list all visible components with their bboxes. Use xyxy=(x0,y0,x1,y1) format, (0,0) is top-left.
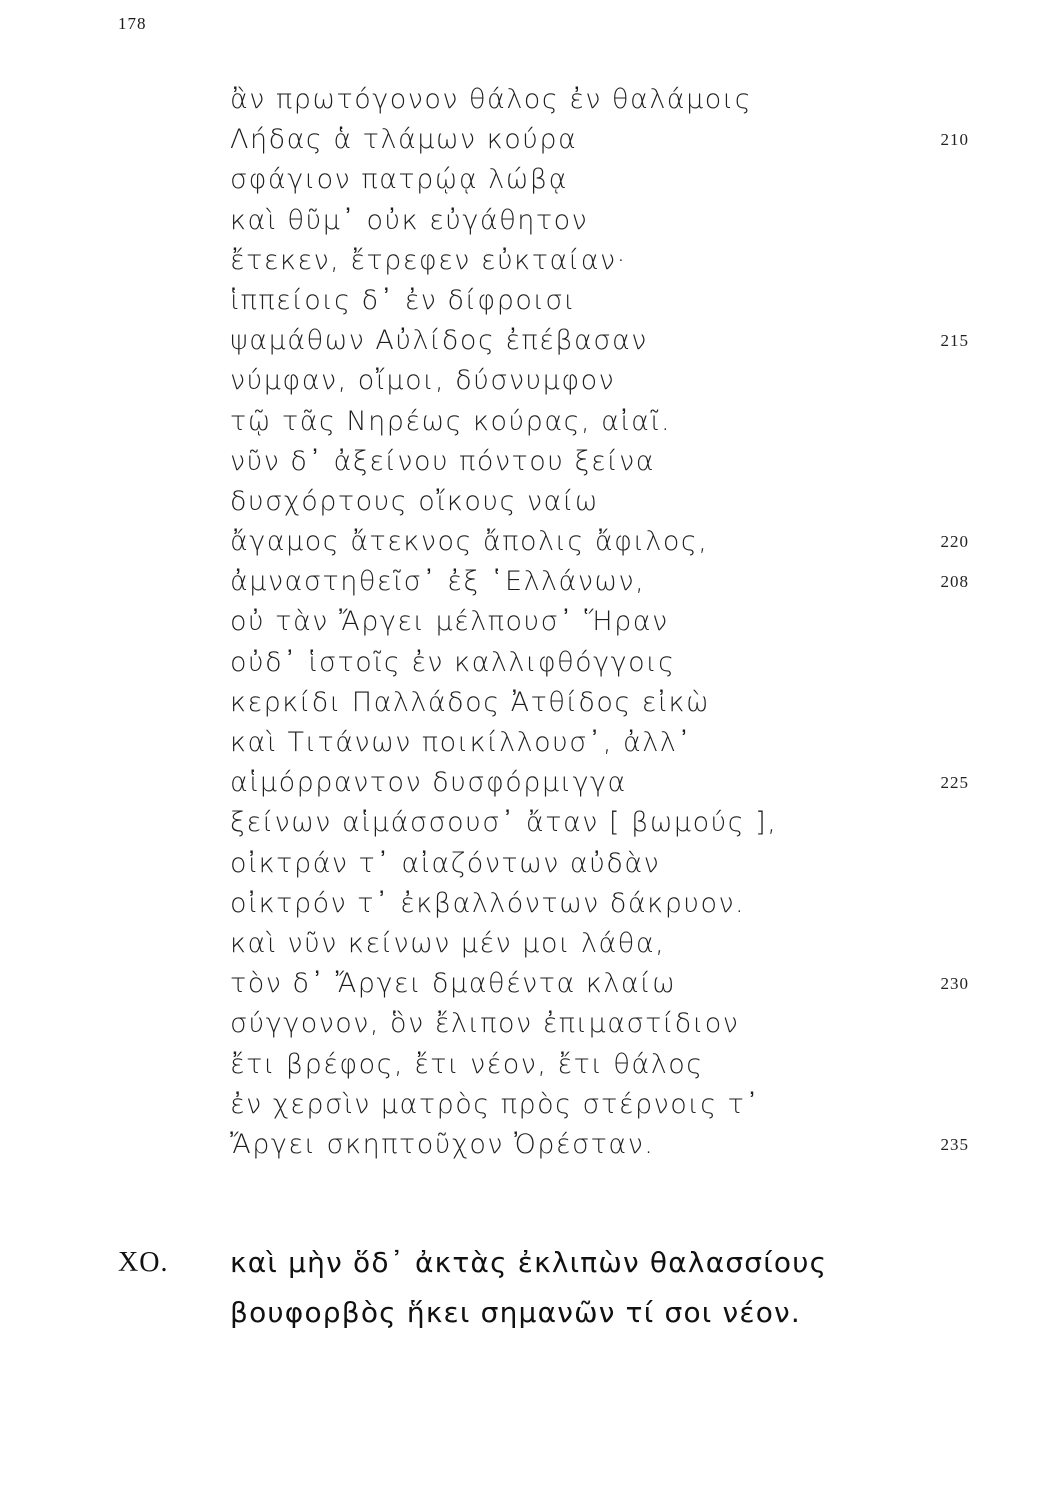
verse-line-text: ξείνων αἱμάσσουσ᾽ ἄταν [ βωμούς ], xyxy=(230,807,778,839)
verse-line-text: σφάγιον πατρῴᾳ λώβᾳ xyxy=(230,164,568,196)
line-number: 208 xyxy=(940,572,969,592)
verse-line xyxy=(0,120,1057,160)
verse-line xyxy=(0,241,1057,281)
verse-line-text: οἰκτρόν τ᾽ ἐκβαλλόντων δάκρυον. xyxy=(230,887,746,919)
verse-line-text: δυσχόρτους οἴκους ναίω xyxy=(230,485,599,517)
verse-line-text: καὶ νῦν κείνων μέν μοι λάθα, xyxy=(230,927,666,959)
verse-line-text: Ἄργει σκηπτοῦχον Ὀρέσταν. xyxy=(230,1128,655,1160)
verse-line xyxy=(0,1125,1057,1165)
verse-line-text: σύγγονον, ὃν ἔλιπον ἐπιμαστίδιον xyxy=(230,1008,740,1040)
line-number: 235 xyxy=(940,1134,969,1154)
verse-line-text: ἐν χερσὶν ματρὸς πρὸς στέρνοις τ᾽ xyxy=(230,1088,761,1120)
verse-line xyxy=(0,281,1057,321)
verse-line xyxy=(0,763,1057,803)
verse-line xyxy=(0,643,1057,683)
verse-line xyxy=(0,964,1057,1004)
chorus-line-text: καὶ μὴν ὅδ᾽ ἀκτὰς ἐκλιπὼν θαλασσίους xyxy=(230,1246,828,1279)
verse-line-text: κερκίδι Παλλάδος Ἀτθίδος εἰκὼ xyxy=(230,686,711,718)
chorus-line xyxy=(0,1288,1057,1338)
verse-line xyxy=(0,442,1057,482)
verse-line xyxy=(0,482,1057,522)
verse-line-text: καὶ Τιτάνων ποικίλλουσ᾽, ἀλλ᾽ xyxy=(230,727,693,758)
verse-line xyxy=(0,884,1057,924)
verse-line-text: οὐδ᾽ ἱστοῖς ἐν καλλιφθόγγοις xyxy=(230,646,676,678)
verse-line xyxy=(0,321,1057,361)
line-number: 210 xyxy=(940,130,969,150)
verse-line-text: ἱππείοις δ᾽ ἐν δίφροισι xyxy=(230,284,576,316)
verse-line-text: νύμφαν, οἴμοι, δύσνυμφον xyxy=(230,365,616,397)
verse-line xyxy=(0,522,1057,562)
verse-line-text: τῷ τᾶς Νηρέως κούρας, αἰαῖ. xyxy=(230,405,672,437)
verse-line-text: αἱμόρραντον δυσφόρμιγγα xyxy=(230,767,627,799)
verse-block xyxy=(0,80,1057,1165)
line-number: 230 xyxy=(940,974,969,994)
verse-line xyxy=(0,402,1057,442)
verse-line xyxy=(0,361,1057,401)
verse-line-text: ψαμάθων Αὐλίδος ἐπέβασαν xyxy=(230,325,648,357)
verse-line xyxy=(0,562,1057,602)
verse-line-text: ἂν πρωτόγονον θάλος ἐν θαλάμοις xyxy=(230,84,753,115)
verse-line xyxy=(0,1004,1057,1044)
verse-line xyxy=(0,160,1057,200)
verse-line-text: νῦν δ᾽ ἀξείνου πόντου ξείνα xyxy=(230,445,655,477)
verse-line xyxy=(0,1045,1057,1085)
verse-line-text: ἔτεκεν, ἔτρεφεν εὐκταίαν· xyxy=(230,244,627,276)
line-number: 215 xyxy=(940,331,969,351)
verse-line xyxy=(0,80,1057,120)
chorus-line-text: βουφορβὸς ἥκει σημανῶν τί σοι νέον. xyxy=(230,1296,801,1329)
verse-line-text: ἀμναστηθεῖσ᾽ ἐξ ῾Ελλάνων, xyxy=(230,566,646,598)
verse-line-text: Λήδας ἁ τλάμων κούρα xyxy=(230,124,578,156)
verse-line xyxy=(0,723,1057,763)
verse-line xyxy=(0,683,1057,723)
verse-line-text: τὸν δ᾽ Ἄργει δμαθέντα κλαίω xyxy=(230,968,677,1000)
verse-line xyxy=(0,602,1057,642)
line-number: 225 xyxy=(940,773,969,793)
verse-line xyxy=(0,1085,1057,1125)
verse-line xyxy=(0,924,1057,964)
verse-line-text: οὐ τὰν Ἄργει μέλπουσ᾽ Ἥραν xyxy=(230,606,669,638)
page-number: 178 xyxy=(118,14,147,33)
verse-line xyxy=(0,201,1057,241)
verse-line xyxy=(0,844,1057,884)
chorus-line xyxy=(0,1238,1057,1288)
chorus-block xyxy=(0,1238,1057,1338)
verse-line-text: οἰκτράν τ᾽ αἰαζόντων αὐδὰν xyxy=(230,847,661,879)
speaker-label: ΧΟ. xyxy=(118,1247,169,1278)
verse-line-text: ἄγαμος ἄτεκνος ἄπολις ἄφιλος, xyxy=(230,526,709,558)
verse-line-text: καὶ θῦμ᾽ οὐκ εὐγάθητον xyxy=(230,204,589,236)
verse-line-text: ἔτι βρέφος, ἔτι νέον, ἔτι θάλος xyxy=(230,1048,704,1080)
line-number: 220 xyxy=(940,532,969,552)
verse-line xyxy=(0,803,1057,843)
